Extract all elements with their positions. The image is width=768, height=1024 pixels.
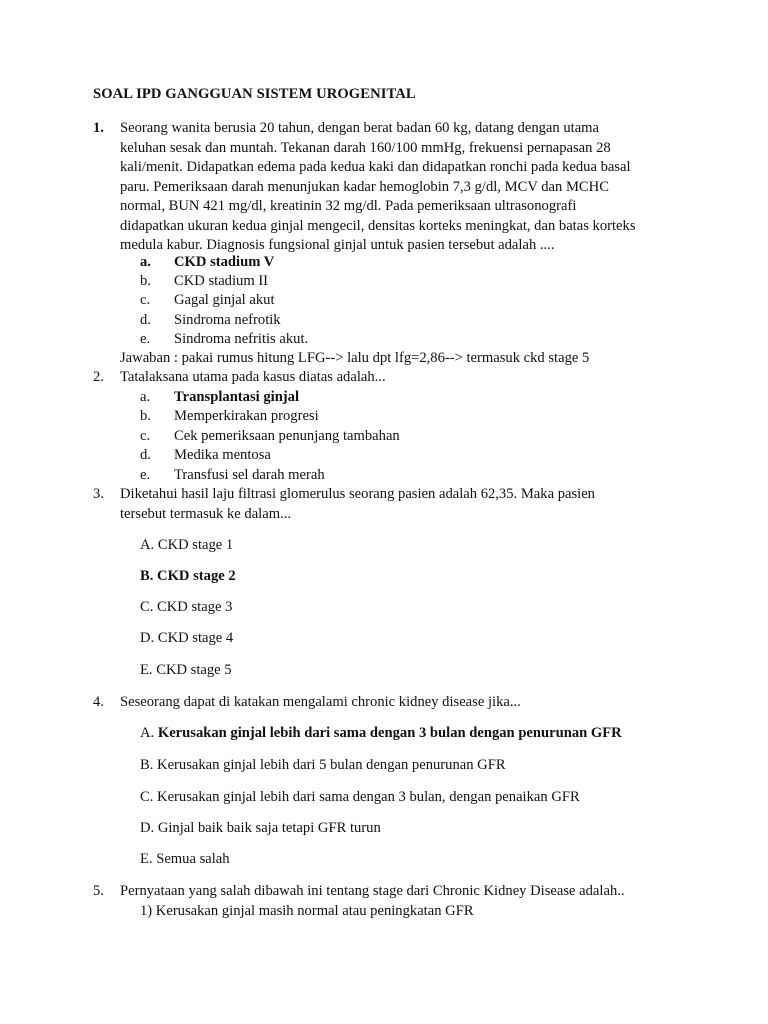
question-1-option-e: Sindroma nefritis akut.: [174, 331, 309, 347]
question-1-option-c-letter: c.: [140, 292, 151, 308]
question-1-text: [120, 119, 680, 256]
question-3-option-e: E. CKD stage 5: [140, 662, 232, 678]
question-2-option-d: Medika mentosa: [174, 447, 271, 463]
question-2-option-b: Memperkirakan progresi: [174, 408, 319, 424]
question-1-line: Seorang wanita berusia 20 tahun, dengan berat badan 60 kg, datang dengan utama: [120, 120, 599, 136]
question-1-option-d-letter: d.: [140, 312, 151, 328]
question-1-option-c: Gagal ginjal akut: [174, 292, 275, 308]
question-1-line: keluhan sesak dan muntah. Tekanan darah 160/100 mmHg, frekuensi pernapasan 28: [120, 139, 611, 156]
question-1-option-a: CKD stadium V: [174, 254, 275, 270]
question-1-line: didapatkan ukuran kedua ginjal mengecil, densitas korteks meningkat, dan batas korteks: [120, 217, 636, 234]
question-2-option-d-letter: d.: [140, 447, 151, 463]
question-5-text: Pernyataan yang salah dibawah ini tentang stage dari Chronic Kidney Disease adalah..: [120, 883, 625, 899]
question-1-answer: Jawaban : pakai rumus hitung LFG--> lalu dpt lfg=2,86--> termasuk ckd stage 5: [120, 350, 590, 366]
question-2-number: 2.: [93, 369, 104, 385]
question-4-option-c: C. Kerusakan ginjal lebih dari sama dengan 3 bulan, dengan penaikan GFR: [140, 789, 580, 805]
question-4-text: Seseorang dapat di katakan mengalami chronic kidney disease jika...: [120, 694, 521, 710]
question-4-option-a-prefix: A.: [140, 725, 158, 741]
question-2-option-a: Transplantasi ginjal: [174, 389, 300, 405]
question-1-option-e-letter: e.: [140, 331, 151, 347]
question-4-option-b: B. Kerusakan ginjal lebih dari 5 bulan dengan penurunan GFR: [140, 757, 506, 773]
question-4-number: 4.: [93, 694, 104, 710]
question-1-line: paru. Pemeriksaan darah menunjukan kadar hemoglobin 7,3 g/dl, MCV dan MCHC: [120, 178, 609, 195]
question-3-option-c: C. CKD stage 3: [140, 599, 233, 615]
question-2-option-e: Transfusi sel darah merah: [174, 467, 325, 483]
question-3-line: Diketahui hasil laju filtrasi glomerulus seorang pasien adalah 62,35. Maka pasien: [120, 486, 595, 502]
question-2-option-b-letter: b.: [140, 408, 151, 424]
question-5-number: 5.: [93, 883, 104, 899]
question-3-option-a: A. CKD stage 1: [140, 537, 234, 553]
document-title: SOAL IPD GANGGUAN SISTEM UROGENITAL: [93, 86, 416, 102]
question-2-option-c-letter: c.: [140, 428, 151, 444]
question-2-option-c: Cek pemeriksaan penunjang tambahan: [174, 428, 400, 444]
question-5-statement-1: 1) Kerusakan ginjal masih normal atau peningkatan GFR: [140, 903, 474, 919]
question-2-option-e-letter: e.: [140, 467, 151, 483]
question-1-line: medula kabur. Diagnosis fungsional ginjal untuk pasien tersebut adalah ....: [120, 237, 555, 253]
question-4-option-a: [140, 725, 622, 742]
question-4-option-d: D. Ginjal baik baik saja tetapi GFR turun: [140, 820, 381, 836]
question-3-number: 3.: [93, 486, 104, 502]
question-1-number: 1.: [93, 120, 104, 136]
question-1-line: kali/menit. Didapatkan edema pada kedua kaki dan didapatkan ronchi pada kedua basal: [120, 159, 631, 175]
question-1-option-d: Sindroma nefrotik: [174, 312, 281, 328]
question-3-text: [120, 485, 680, 524]
question-3-option-d: D. CKD stage 4: [140, 630, 234, 646]
question-4-option-e: E. Semua salah: [140, 851, 230, 867]
question-3-option-b: B. CKD stage 2: [140, 568, 236, 584]
question-1-option-b-letter: b.: [140, 273, 151, 289]
question-1-option-a-letter: a.: [140, 254, 151, 270]
question-4-option-a-text: Kerusakan ginjal lebih dari sama dengan 3 bulan dengan penurunan GFR: [157, 725, 622, 741]
question-3-line: tersebut termasuk ke dalam...: [120, 505, 292, 522]
question-1-line: normal, BUN 421 mg/dl, kreatinin 32 mg/dl. Pada pemeriksaan ultrasonografi: [120, 198, 577, 214]
question-2-text: Tatalaksana utama pada kasus diatas adalah...: [120, 369, 386, 385]
question-1-option-b: CKD stadium II: [174, 273, 269, 289]
question-2-option-a-letter: a.: [140, 389, 151, 405]
